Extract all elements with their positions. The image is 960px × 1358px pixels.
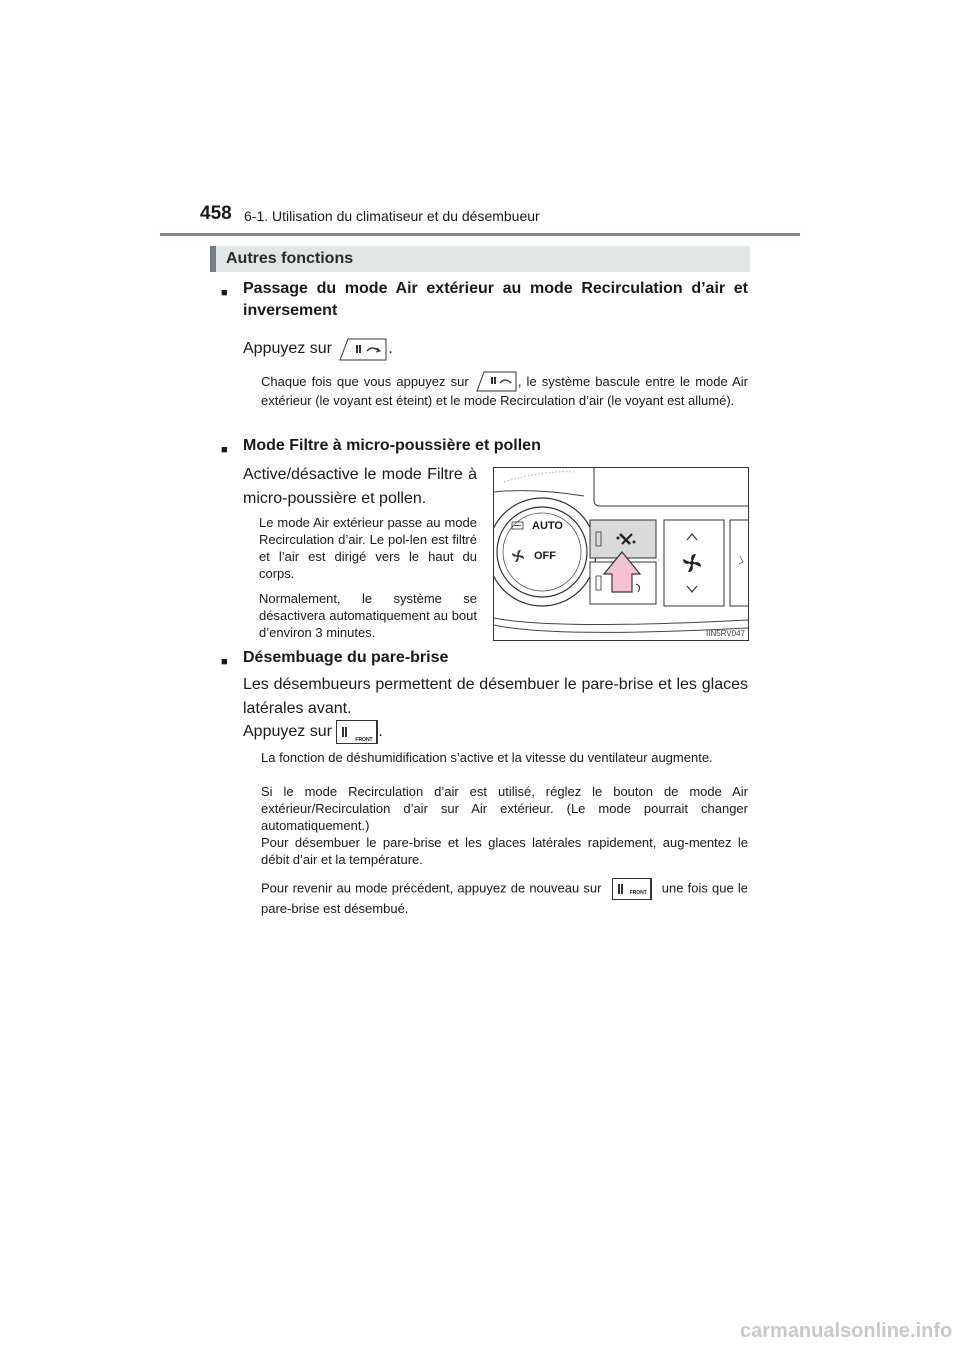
front-defroster-button-icon (336, 720, 378, 744)
defog-note-4-suffix: une fois que le pare-brise est désembué. (261, 880, 748, 916)
chapter-title: 6-1. Utilisation du climatiseur et du désembueur (244, 208, 540, 224)
section-heading: Autres fonctions (226, 250, 354, 267)
defog-note-4-prefix: Pour revenir au mode précédent, appuyez de nouveau sur (261, 880, 602, 896)
bullet-recirc: ■ (221, 287, 228, 299)
bullet-defog: ■ (221, 656, 228, 668)
defog-heading: Désembuage du pare-brise (243, 649, 449, 666)
recirc-instruction-suffix: . (388, 340, 393, 358)
front-defroster-button-icon (612, 878, 652, 900)
recirc-note (261, 373, 748, 409)
header-rule (160, 233, 800, 236)
defog-note-4 (261, 878, 748, 917)
recirc-instruction-prefix: Appuyez sur (243, 340, 332, 358)
bullet-filter: ■ (221, 444, 228, 456)
recirc-instruction (243, 336, 443, 362)
defog-instruction-suffix: . (378, 723, 383, 741)
page-number: 458 (200, 203, 232, 224)
front-button-text: FRONT (629, 890, 647, 896)
defog-note-2: Si le mode Recirculation d’air est utilisé, réglez le bouton de mode Air extérieur/Recirculation d’air sur Air extérieur. (Le mode pourrait changer automatiquement.) (261, 784, 748, 833)
section-heading-bar (210, 246, 750, 272)
filter-heading: Mode Filtre à micro-poussière et pollen (243, 437, 541, 454)
figure-code: IIN5RV047 (706, 629, 745, 638)
off-button-label: OFF (534, 550, 556, 562)
defog-note-3: Pour désembuer le pare-brise et les glaces latérales rapidement, aug-mentez le débit d’air et la température. (261, 835, 748, 867)
air-recirculation-button-icon (474, 370, 518, 392)
auto-button-label: AUTO (532, 520, 563, 532)
filter-note-2: Normalement, le système se désactivera automatiquement au bout d’environ 3 minutes. (259, 591, 477, 640)
watermark: carmanualsonline.info (740, 1320, 953, 1342)
front-button-text: FRONT (355, 737, 373, 743)
air-recirculation-button-icon (336, 336, 388, 362)
defog-instruction-1: Les désembueurs permettent de désembuer le pare-brise et les glaces latérales avant. (243, 676, 748, 717)
defog-instruction-2 (243, 720, 383, 744)
filter-instruction: Active/désactive le mode Filtre à micro-poussière et pollen. (243, 466, 477, 507)
recirc-heading: Passage du mode Air extérieur au mode Recirculation d’air et inversement (243, 280, 748, 319)
recirc-note-prefix: Chaque fois que vous appuyez sur (261, 374, 469, 389)
defog-instruction-prefix: Appuyez sur (243, 723, 332, 741)
recirc-note-suffix: , le système bascule entre le mode Air extérieur (le voyant est éteint) et le mode Recirculation d’air (le voyant est allumé). (261, 374, 748, 408)
climate-panel-illustration (494, 468, 748, 640)
control-panel-figure (493, 467, 749, 641)
filter-note-1: Le mode Air extérieur passe au mode Recirculation d’air. Le pol-len est filtré et l’air est dirigé vers le haut du corps. (259, 515, 477, 581)
defog-note-1: La fonction de déshumidification s’active et la vitesse du ventilateur augmente. (261, 750, 713, 765)
